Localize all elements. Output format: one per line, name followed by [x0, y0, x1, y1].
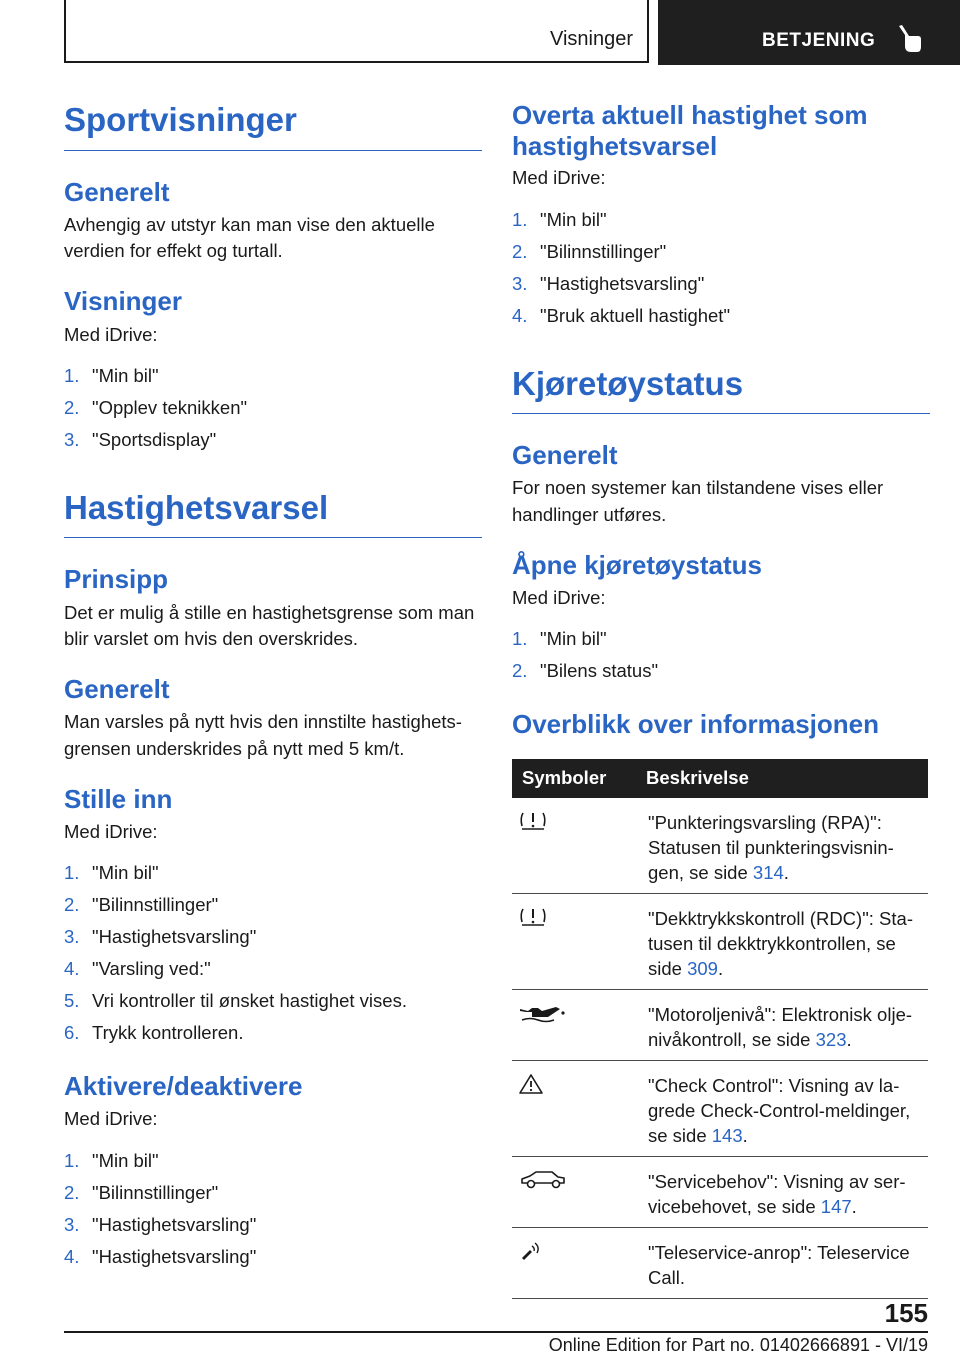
teleservice-call-icon [518, 1240, 544, 1262]
header-chapter-box [658, 0, 960, 65]
step-item: 2. "Opplev teknikken" [64, 396, 248, 418]
step-item: 3. "Hastighetsvarsling" [512, 272, 705, 294]
heading-hastighetsvarsel: Hastighetsvarsel [64, 488, 482, 539]
header-chapter-title: BETJENING [762, 30, 876, 51]
table-row: "Motoroljenivå": Elektronisk oljenivåkontroll, se side 323. [512, 989, 928, 1060]
page-number: 155 [884, 1298, 928, 1328]
steps-aktivere [64, 1145, 482, 1273]
page-reference-link[interactable]: 309 [687, 957, 718, 979]
tire-pressure-monitor-icon [518, 906, 548, 928]
heading-overblikk: Overblikk over informasjonen [512, 709, 880, 740]
intro-med-idrive: Med iDrive: [512, 587, 606, 609]
heading-generelt: Generelt [512, 440, 618, 471]
step-item: 6. Trykk kontrolleren. [64, 1022, 244, 1044]
intro-med-idrive: Med iDrive: [512, 167, 606, 189]
heading-overta-hastighet: Overta aktuell hastighet som hastighetsvarsel [512, 100, 868, 161]
step-item: 1. "Min bil" [64, 862, 159, 884]
page-reference-link[interactable]: 314 [752, 861, 784, 883]
paragraph-prinsipp: Det er mulig å stille en hastighetsgrense som man blir varslet om hvis den overskrides. [64, 601, 475, 649]
step-item: 2. "Bilinnstillinger" [64, 1181, 219, 1203]
pointing-hand-icon [896, 24, 922, 54]
step-item: 3. "Hastighetsvarsling" [64, 1213, 257, 1235]
paragraph-generelt: Avhengig av utstyr kan man vise den aktuelle verdien for effekt og turtall. [64, 213, 435, 262]
heading-visninger: Visninger [64, 286, 183, 317]
step-item: 5. Vri kontroller til ønsket hastighet vises. [64, 990, 407, 1012]
header-section-box [64, 0, 649, 63]
step-item: 1. "Min bil" [64, 364, 159, 386]
tire-pressure-warning-icon [518, 810, 548, 832]
heading-prinsipp: Prinsipp [64, 564, 169, 595]
paragraph-generelt: Man varsles på nytt hvis den innstilte hastighetsgrensen underskrides på nytt med 5 km/t. [64, 711, 462, 759]
intro-med-idrive: Med iDrive: [64, 323, 158, 345]
page-reference-link[interactable]: 143 [711, 1124, 743, 1146]
table-row: "Servicebehov": Visning av servicebehovet, se side 147. [512, 1156, 928, 1227]
heading-generelt: Generelt [64, 674, 170, 705]
step-item: 1. "Min bil" [64, 1149, 159, 1171]
info-table [512, 759, 928, 1299]
step-item: 4. "Varsling ved:" [64, 958, 211, 980]
page-reference-link[interactable]: 147 [820, 1195, 852, 1217]
heading-apne-kjoretoystatus: Åpne kjøretøystatus [512, 549, 762, 580]
step-item: 1. "Min bil" [512, 628, 607, 650]
page-reference-link[interactable]: 323 [815, 1028, 847, 1050]
step-item: 2. "Bilinnstillinger" [64, 894, 219, 916]
warning-triangle-icon [518, 1073, 544, 1095]
step-item: 2. "Bilinnstillinger" [512, 240, 667, 262]
heading-kjoretoystatus: Kjøretøystatus [512, 364, 930, 415]
column-header-symbols: Symboler [512, 759, 636, 798]
paragraph-generelt: For noen systemer kan tilstandene vises eller handlinger utføres. [512, 477, 884, 525]
steps-visninger [64, 360, 482, 456]
service-car-icon [518, 1169, 568, 1191]
table-header-row [512, 759, 928, 798]
heading-aktivere-deaktivere: Aktivere/deaktivere [64, 1071, 303, 1102]
right-column [512, 100, 930, 1299]
footer-divider [64, 1331, 928, 1333]
step-item: 3. "Sportsdisplay" [64, 428, 217, 450]
header-section-title: Visninger [549, 28, 633, 50]
step-item: 2. "Bilens status" [512, 660, 659, 682]
left-column [64, 100, 482, 1273]
footer-edition: Online Edition for Part no. 01402666891 - VI/19 [548, 1335, 928, 1355]
intro-med-idrive: Med iDrive: [64, 820, 158, 842]
table-row: "Check Control": Visning av lagrede Check-Control-meldinger, se side 143. [512, 1060, 928, 1156]
step-item: 3. "Hastighetsvarsling" [64, 926, 257, 948]
page-header [0, 0, 960, 66]
table-row: "Teleservice-anrop": Teleservice Call. [512, 1227, 928, 1298]
heading-sportvisninger: Sportvisninger [64, 100, 482, 151]
oil-level-icon [518, 1002, 566, 1024]
table-row: "Punkteringsvarsling (RPA)": Statusen til punkteringsvisningen, se side 314. [512, 798, 928, 894]
steps-stille-inn [64, 857, 482, 1049]
step-item: 4. "Hastighetsvarsling" [64, 1245, 257, 1267]
column-header-description: Beskrivelse [636, 759, 928, 798]
step-item: 1. "Min bil" [512, 208, 607, 230]
steps-overta [512, 204, 930, 332]
heading-generelt: Generelt [64, 176, 170, 207]
steps-apne [512, 623, 930, 687]
table-row: "Dekktrykkskontroll (RDC)": Statusen til dekktrykkontrollen, se side 309. [512, 893, 928, 989]
step-item: 4. "Bruk aktuell hastighet" [512, 304, 731, 326]
intro-med-idrive: Med iDrive: [64, 1108, 158, 1130]
heading-stille-inn: Stille inn [64, 783, 173, 814]
